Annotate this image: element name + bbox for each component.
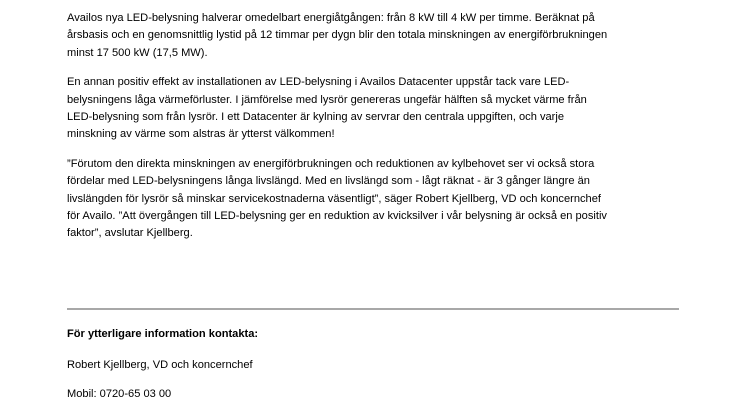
paragraph-heat-reduction: En annan positiv effekt av installationen av LED-belysning i Availos Datacenter uppstår tack vare LED- belysningens låga värmeförluster. I jämförelse med lysrör genereras ungefär hälften så mycket värme från LED-belysning som från lysrör. I ett Datacenter är kylning av servrar den centrala uppgiften, och varje minskning av värme som alstras är ytterst välkommen! <box>67 76 587 141</box>
contact-name-title: Robert Kjellberg, VD och koncernchef <box>67 359 253 371</box>
paragraph-quote: ”Förutom den direkta minskningen av energiförbrukningen och reduktionen av kylbehovet ser vi också stora fördelar med LED-belysningens långa livslängd. Med en livslängd som - lågt räknat - är 3 gånger längre än livslängden för lysrör så minskar servicekostnaderna väsentligt”, säger Robert Kjellberg, VD och koncernchef för Availo. ”Att övergången till LED-belysning ger en reduktion av kvicksilver i vår belysning är också en positiv faktor”, avslutar Kjellberg. <box>67 157 607 240</box>
contact-mobile: Mobil: 0720-65 03 00 <box>67 388 172 400</box>
paragraph-energy-savings: Availos nya LED-belysning halverar omedelbart energiåtgången: från 8 kW till 4 kW per timme. Beräknat på årsbasis och en genomsnittlig lystid på 12 timmar per dygn blir den totala minskningen av energiförbrukningen minst 17 500 kW (17,5 MW). <box>67 12 608 59</box>
document-body <box>67 10 692 255</box>
section-divider <box>67 308 679 310</box>
contact-heading: För ytterligare information kontakta: <box>67 328 259 340</box>
